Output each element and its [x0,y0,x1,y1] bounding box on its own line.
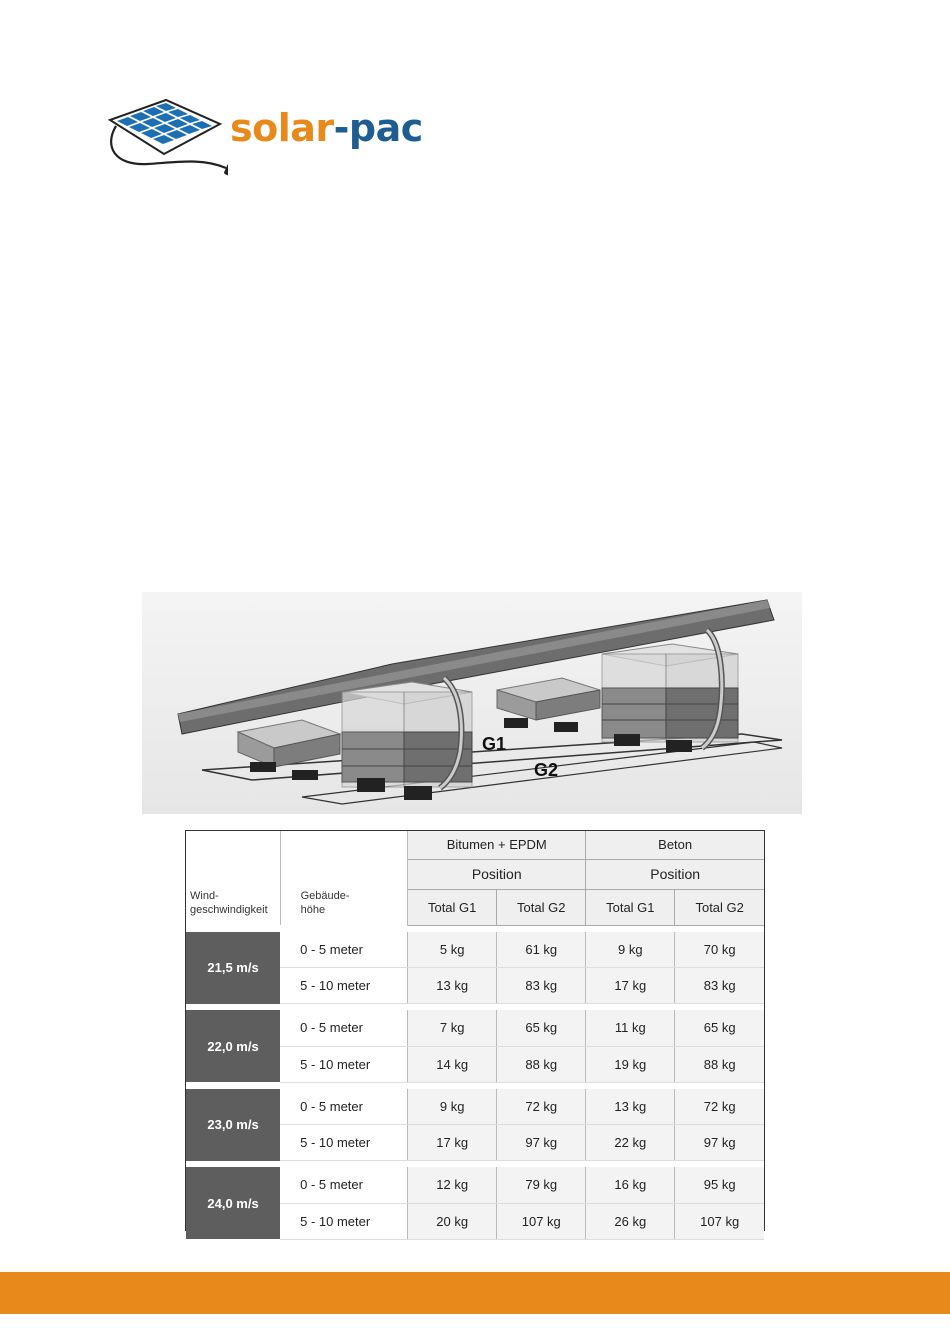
header-wind-label [186,831,280,925]
header-height-label-2: höhe [300,904,326,916]
header-total-g2-bitumen: Total G2 [497,889,586,925]
ballast-table-grid [186,831,764,1240]
logo-text-solar: solar [230,106,334,150]
solar-panel-plug-icon [108,98,228,188]
ballast-value-cell: 5 kg [408,932,497,968]
ballast-value-cell: 107 kg [497,1203,586,1239]
ballast-value-cell: 20 kg [408,1203,497,1239]
solar-pac-logo [108,98,448,188]
header-material-bitumen: Bitumen + EPDM [408,831,586,859]
logo-text-pac: pac [348,106,423,150]
ballast-value-cell: 13 kg [586,1089,675,1125]
ballast-value-cell: 88 kg [675,1046,764,1082]
ballast-value-cell: 97 kg [675,1125,764,1161]
wind-speed-cell: 22,0 m/s [186,1010,280,1082]
ballast-value-cell: 17 kg [586,968,675,1004]
ballast-value-cell: 11 kg [586,1010,675,1046]
ballast-value-cell: 9 kg [586,932,675,968]
header-total-g1-bitumen: Total G1 [408,889,497,925]
ballast-value-cell: 14 kg [408,1046,497,1082]
ballast-value-cell: 83 kg [497,968,586,1004]
logo-wordmark [230,104,423,152]
building-height-cell: 5 - 10 meter [280,1125,408,1161]
ballast-value-cell: 72 kg [675,1089,764,1125]
label-g1: G1 [482,734,507,754]
header-row-materials [186,831,764,859]
wind-speed-cell: 24,0 m/s [186,1167,280,1239]
mounting-illustration [142,592,802,814]
ballast-value-cell: 7 kg [408,1010,497,1046]
wind-speed-cell: 21,5 m/s [186,932,280,1004]
ballast-value-cell: 97 kg [497,1125,586,1161]
building-height-cell: 5 - 10 meter [280,1046,408,1082]
header-position-1: Position [408,859,586,889]
footer-bar [0,1272,950,1314]
ballast-value-cell: 13 kg [408,968,497,1004]
building-height-cell: 0 - 5 meter [280,1089,408,1125]
header-wind-label-2: geschwindigkeit [190,904,268,916]
ballast-value-cell: 61 kg [497,932,586,968]
table-row [186,932,764,968]
header-total-g1-beton: Total G1 [586,889,675,925]
header-height-label [280,831,408,925]
logo-text-dash: - [333,106,349,150]
label-g2: G2 [534,760,559,780]
header-height-label-1: Gebäude- [300,890,350,902]
header-position-2: Position [586,859,764,889]
ballast-value-cell: 70 kg [675,932,764,968]
building-height-cell: 5 - 10 meter [280,1203,408,1239]
building-height-cell: 5 - 10 meter [280,968,408,1004]
ballast-value-cell: 83 kg [675,968,764,1004]
building-height-cell: 0 - 5 meter [280,1167,408,1203]
table-row [186,1010,764,1046]
building-height-cell: 0 - 5 meter [280,932,408,968]
header-wind-label-1: Wind- [190,890,219,902]
ballast-value-cell: 26 kg [586,1203,675,1239]
ballast-value-cell: 79 kg [497,1167,586,1203]
ballast-value-cell: 12 kg [408,1167,497,1203]
building-height-cell: 0 - 5 meter [280,1010,408,1046]
ballast-value-cell: 65 kg [675,1010,764,1046]
table-row [186,1089,764,1125]
ballast-value-cell: 16 kg [586,1167,675,1203]
wind-speed-cell: 23,0 m/s [186,1089,280,1161]
ballast-value-cell: 72 kg [497,1089,586,1125]
header-total-g2-beton: Total G2 [675,889,764,925]
ballast-value-cell: 22 kg [586,1125,675,1161]
ballast-value-cell: 88 kg [497,1046,586,1082]
ballast-value-cell: 95 kg [675,1167,764,1203]
table-row [186,1167,764,1203]
ballast-value-cell: 65 kg [497,1010,586,1046]
ballast-value-cell: 9 kg [408,1089,497,1125]
ballast-value-cell: 17 kg [408,1125,497,1161]
ballast-value-cell: 19 kg [586,1046,675,1082]
header-material-beton: Beton [586,831,764,859]
ballast-diagram [142,592,802,814]
ballast-value-cell: 107 kg [675,1203,764,1239]
ballast-table [185,830,765,1231]
table-body [186,925,764,1239]
